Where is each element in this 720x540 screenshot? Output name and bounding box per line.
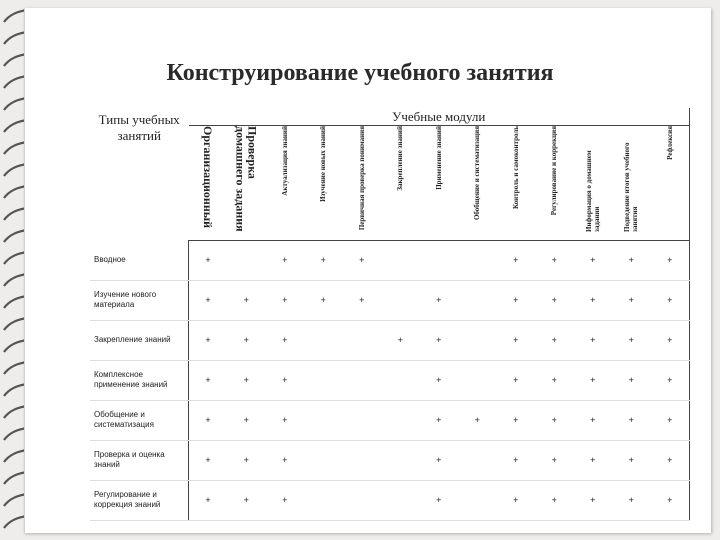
- table-cell: +: [497, 240, 536, 280]
- table-cell: +: [227, 360, 266, 400]
- column-header: [343, 125, 382, 240]
- table-cell: +: [535, 320, 574, 360]
- column-header-label: Организационный: [200, 125, 215, 228]
- column-header-label: Обобщение и систематизация: [473, 125, 482, 220]
- table-cell: +: [651, 400, 690, 440]
- column-header: [381, 125, 420, 240]
- table-cell: +: [497, 400, 536, 440]
- table-cell: +: [227, 280, 266, 320]
- row-label: Изучение нового материала: [90, 280, 189, 320]
- table-cell: [343, 360, 382, 400]
- table-cell: +: [227, 480, 266, 520]
- table-cell: +: [612, 400, 651, 440]
- table-cell: +: [535, 360, 574, 400]
- table-cell: +: [651, 480, 690, 520]
- table-cell: [343, 320, 382, 360]
- row-label: Закрепление знаний: [90, 320, 189, 360]
- column-header-label: Регулирование и коррекция: [550, 125, 559, 215]
- table-cell: +: [535, 240, 574, 280]
- table-cell: +: [189, 440, 228, 480]
- table-cell: +: [266, 440, 305, 480]
- column-header: [189, 125, 228, 240]
- table-cell: [381, 480, 420, 520]
- table-cell: [381, 400, 420, 440]
- table-cell: [227, 240, 266, 280]
- table-cell: +: [574, 320, 613, 360]
- table-cell: [381, 280, 420, 320]
- table-cell: +: [612, 280, 651, 320]
- table-cell: +: [497, 280, 536, 320]
- table-cell: +: [651, 440, 690, 480]
- table-cell: [304, 440, 343, 480]
- row-label: Проверка и оценка знаний: [90, 440, 189, 480]
- table-cell: +: [497, 320, 536, 360]
- table-cell: +: [420, 440, 459, 480]
- table-row: [90, 360, 690, 400]
- table-cell: +: [227, 320, 266, 360]
- table-row: [90, 440, 690, 480]
- table-cell: +: [574, 480, 613, 520]
- table-cell: +: [612, 240, 651, 280]
- column-header-label: Закрепление знаний: [396, 125, 405, 191]
- table-cell: +: [651, 240, 690, 280]
- table-cell: +: [651, 280, 690, 320]
- table-cell: [381, 360, 420, 400]
- table-cell: [343, 440, 382, 480]
- table-cell: +: [612, 480, 651, 520]
- table-cell: +: [535, 440, 574, 480]
- table-cell: [458, 480, 497, 520]
- row-label: Вводное: [90, 240, 189, 280]
- table-cell: +: [189, 360, 228, 400]
- column-header-label: Контроль и самоконтроль: [511, 125, 520, 209]
- table-cell: [381, 240, 420, 280]
- column-header-label: Актуализация знаний: [280, 125, 289, 196]
- lesson-construction-table: [90, 108, 690, 521]
- column-header: [574, 125, 613, 240]
- table-cell: [458, 280, 497, 320]
- table-cell: [304, 320, 343, 360]
- table-cell: +: [497, 360, 536, 400]
- table-cell: +: [420, 280, 459, 320]
- table-cell: +: [420, 320, 459, 360]
- table-cell: +: [381, 320, 420, 360]
- table-cell: [381, 440, 420, 480]
- table-row: [90, 320, 690, 360]
- column-header-label: Изучение новых знаний: [319, 125, 328, 202]
- table-cell: [304, 400, 343, 440]
- table-cell: +: [535, 480, 574, 520]
- table-cell: +: [189, 480, 228, 520]
- table-cell: [304, 360, 343, 400]
- table-cell: +: [535, 280, 574, 320]
- column-header-label: Рефлексия: [665, 125, 674, 160]
- column-header: [227, 125, 266, 240]
- table-cell: +: [574, 360, 613, 400]
- table-cell: +: [189, 400, 228, 440]
- table-cell: +: [266, 280, 305, 320]
- table-cell: +: [497, 440, 536, 480]
- table-cell: [458, 360, 497, 400]
- row-label: Комплексное применение знаний: [90, 360, 189, 400]
- corner-label: Типы учебных занятий: [98, 112, 180, 143]
- column-header-label: Подведение итогов учебного занятия: [623, 142, 640, 232]
- column-header: [458, 125, 497, 240]
- table-cell: [343, 480, 382, 520]
- table-cell: [458, 440, 497, 480]
- row-label: Регулирование и коррекция знаний: [90, 480, 189, 520]
- table-cell: +: [574, 440, 613, 480]
- table-cell: +: [497, 480, 536, 520]
- corner-header: [90, 108, 189, 240]
- table-cell: +: [227, 400, 266, 440]
- table-cell: +: [535, 400, 574, 440]
- table-cell: +: [304, 280, 343, 320]
- table-cell: +: [266, 400, 305, 440]
- table-cell: [458, 240, 497, 280]
- table-cell: +: [227, 440, 266, 480]
- table-cell: +: [189, 240, 228, 280]
- column-header-label: Первичная проверка понимания: [357, 125, 366, 230]
- column-header-label: Применение знаний: [434, 125, 443, 190]
- table-row: [90, 280, 690, 320]
- column-header: [535, 125, 574, 240]
- table-cell: +: [420, 480, 459, 520]
- table-cell: [304, 480, 343, 520]
- column-header: [612, 125, 651, 240]
- slide-title: Конструирование учебного занятия: [166, 60, 554, 86]
- column-header-label: Информация о домашнем задании: [584, 149, 601, 232]
- table-row: [90, 480, 690, 520]
- table-cell: +: [574, 400, 613, 440]
- table-cell: +: [420, 400, 459, 440]
- column-header: [420, 125, 459, 240]
- table-cell: +: [574, 280, 613, 320]
- table-cell: +: [266, 240, 305, 280]
- table-cell: +: [420, 360, 459, 400]
- table-cell: +: [266, 480, 305, 520]
- table-cell: [458, 320, 497, 360]
- table-cell: +: [651, 360, 690, 400]
- column-header-label: Проверка домашнего задания: [233, 125, 260, 232]
- table-cell: +: [343, 240, 382, 280]
- table-cell: +: [266, 360, 305, 400]
- table-cell: +: [458, 400, 497, 440]
- table-row: [90, 400, 690, 440]
- table-cell: +: [189, 280, 228, 320]
- table-cell: +: [574, 240, 613, 280]
- table-cell: +: [304, 240, 343, 280]
- table-cell: +: [189, 320, 228, 360]
- row-label: Обобщение и систематизация: [90, 400, 189, 440]
- column-header: [304, 125, 343, 240]
- table-cell: +: [651, 320, 690, 360]
- table-cell: +: [612, 440, 651, 480]
- column-header: [266, 125, 305, 240]
- table-cell: +: [612, 320, 651, 360]
- column-header: [497, 125, 536, 240]
- table-row: [90, 240, 690, 280]
- modules-group-header: Учебные модули: [189, 108, 690, 125]
- table-cell: [343, 400, 382, 440]
- table-cell: +: [266, 320, 305, 360]
- column-header: [651, 125, 690, 240]
- table-cell: +: [612, 360, 651, 400]
- table-cell: [420, 240, 459, 280]
- table-cell: +: [343, 280, 382, 320]
